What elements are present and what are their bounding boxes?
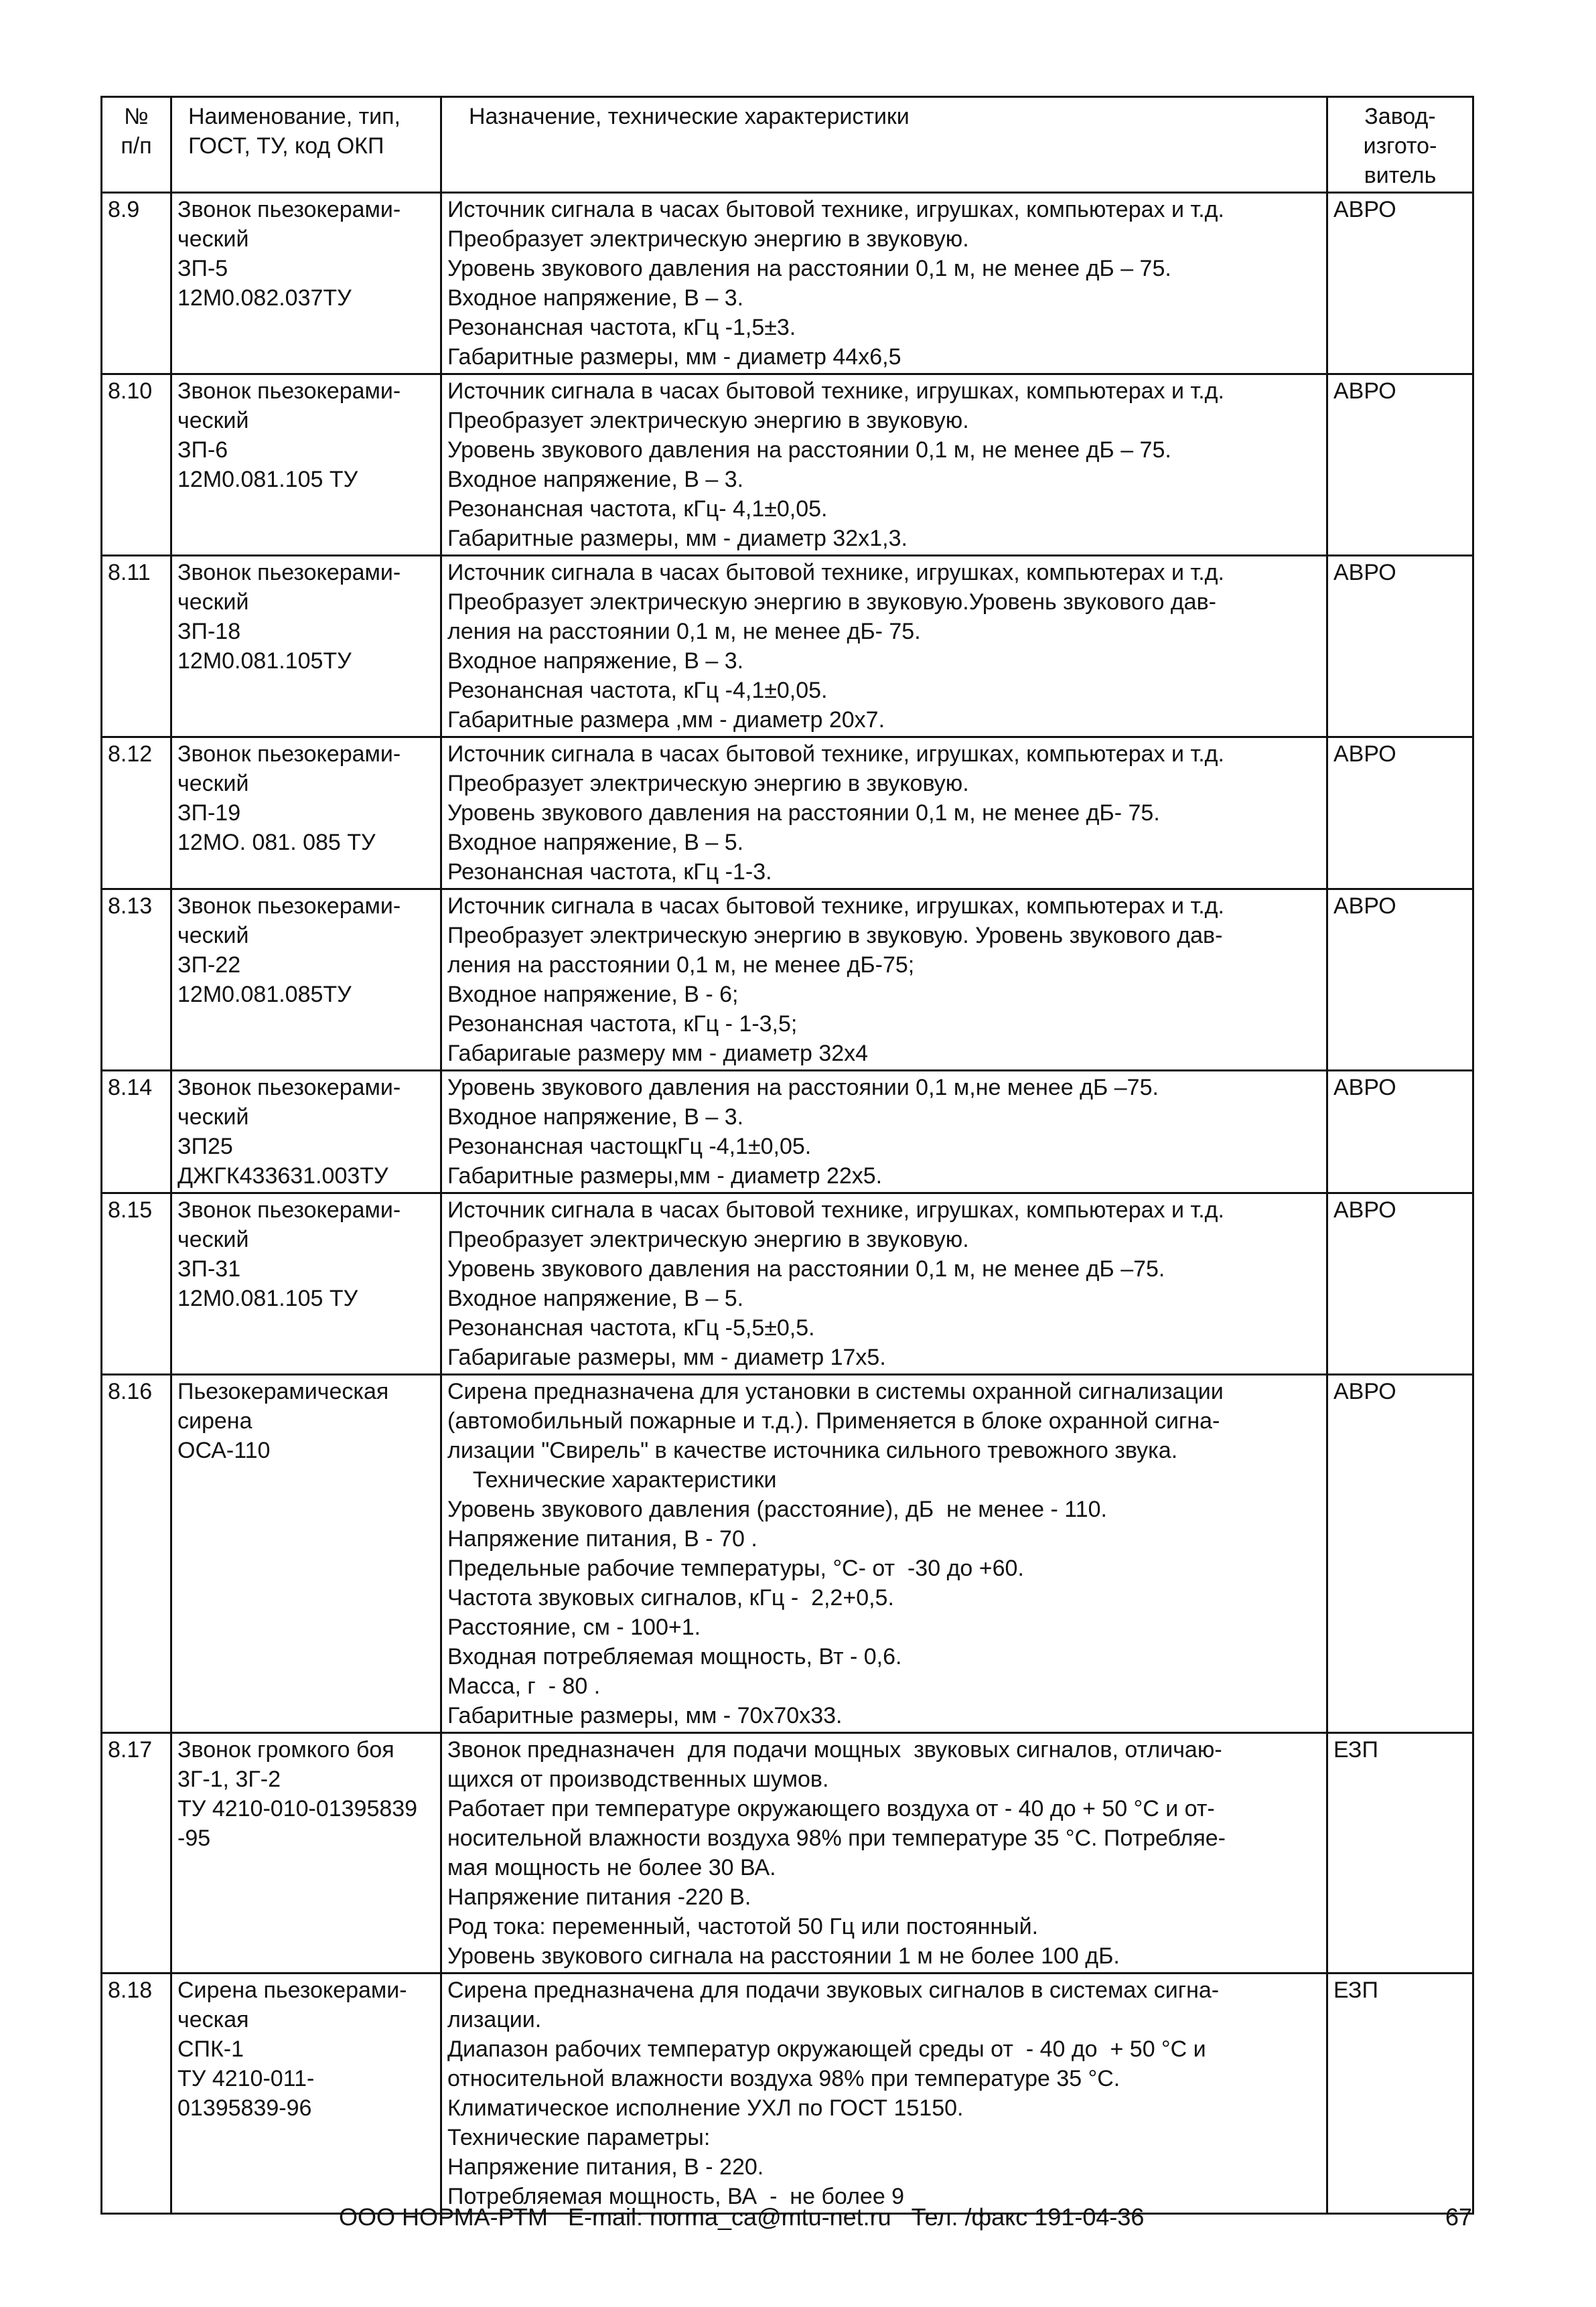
text-line: ГОСТ, ТУ, код ОКП [188,133,384,159]
manufacturer: АВРО [1327,1193,1473,1375]
product-name [171,193,441,374]
table-row [102,374,1473,556]
text-line: Пьезокерамическая [177,1379,389,1404]
row-number: 8.17 [102,1733,171,1974]
text-line: сирена [177,1408,252,1434]
text-line: 01395839-96 [177,2095,312,2121]
text-line: Резонансная частота, кГц - 1-3,5; [447,1011,798,1037]
text-line: Входное напряжение, В – 3. [447,285,744,311]
product-name [171,1375,441,1733]
text-line: Звонок пьезокерами- [177,1075,401,1100]
text-line: Преобразует электрическую энергию в звуковую.Уровень звукового дав- [447,589,1216,615]
table-row [102,1733,1473,1974]
text-line: Входное напряжение, В – 5. [447,1286,744,1311]
text-line: Источник сигнала в часах бытовой технике, игрушках, компьютерах и т.д. [447,378,1224,404]
product-description [441,193,1327,374]
row-number: 8.10 [102,374,171,556]
product-name [171,737,441,889]
footer-contact: ООО НОРМА-РТМ E-mail: norma_ca@mtu-net.ru Тел. /факс 191-04-36 [339,2203,1145,2231]
manufacturer: АВРО [1327,1071,1473,1193]
text-line: Габаритные размеры, мм - диаметр 44х6,5 [447,344,901,370]
text-line: мая мощность не более 30 ВА. [447,1855,776,1880]
product-name [171,889,441,1071]
text-line: 12М0.081.105 ТУ [177,467,358,492]
text-line: Род тока: переменный, частотой 50 Гц или постоянный. [447,1914,1039,1939]
manufacturer: ЕЗП [1327,1733,1473,1974]
text-line: Сирена предназначена для подачи звуковых сигналов в системах сигна- [447,1978,1220,2003]
product-description [441,1071,1327,1193]
text-line: Звонок предназначен для подачи мощных звуковых сигналов, отличаю- [447,1737,1222,1763]
text-line: изгото- [1363,133,1437,159]
text-line: Работает при температуре окружающего воздуха от - 40 до + 50 °С и от- [447,1796,1215,1821]
text-line: Звонок пьезокерами- [177,893,401,919]
product-description [441,1193,1327,1375]
text-line: Преобразует электрическую энергию в звуковую. [447,771,969,796]
table-row [102,556,1473,737]
table-row [102,1071,1473,1193]
text-line: Звонок пьезокерами- [177,378,401,404]
text-line: ческий [177,589,249,615]
manufacturer: АВРО [1327,889,1473,1071]
text-line: ческий [177,923,249,948]
text-line: носительной влажности воздуха 98% при температуре 35 °С. Потребляе- [447,1826,1226,1851]
text-line: Входное напряжение, В – 3. [447,648,744,674]
product-name [171,556,441,737]
text-line: Преобразует электрическую энергию в звуковую. [447,1227,969,1252]
text-line: Источник сигнала в часах бытовой технике, игрушках, компьютерах и т.д. [447,197,1224,222]
header-name [171,97,441,193]
text-line: ления на расстоянии 0,1 м, не менее дБ-75; [447,952,915,978]
product-description [441,556,1327,737]
text-line: Источник сигнала в часах бытовой технике, игрушках, компьютерах и т.д. [447,741,1224,767]
text-line: щихся от производственных шумов. [447,1767,829,1792]
row-number: 8.9 [102,193,171,374]
table-row [102,1974,1473,2214]
text-line: Уровень звукового давления (расстояние), дБ не менее - 110. [447,1497,1107,1522]
manufacturer: АВРО [1327,374,1473,556]
text-line: ЗП25 [177,1134,233,1159]
table-row [102,737,1473,889]
row-number: 8.13 [102,889,171,1071]
text-line: Уровень звукового давления на расстоянии 0,1 м,не менее дБ –75. [447,1075,1159,1100]
text-line: Назначение, технические характеристики [469,104,910,129]
row-number: 8.11 [102,556,171,737]
text-line: Преобразует электрическую энергию в звуковую. [447,226,969,252]
row-number: 8.15 [102,1193,171,1375]
manufacturer: АВРО [1327,193,1473,374]
product-name [171,1974,441,2214]
product-description [441,1974,1327,2214]
product-name [171,1071,441,1193]
product-description [441,374,1327,556]
product-name [171,1193,441,1375]
header-manufacturer [1327,97,1473,193]
text-line: ческая [177,2007,249,2032]
text-line: Входное напряжение, В - 6; [447,982,739,1007]
text-line: Входное напряжение, В – 5. [447,830,744,855]
text-line: ДЖГК433631.003ТУ [177,1163,388,1189]
product-description [441,1733,1327,1974]
table-row [102,193,1473,374]
manufacturer: ЕЗП [1327,1974,1473,2214]
text-line: -95 [177,1826,211,1851]
product-name [171,374,441,556]
table-header-row [102,97,1473,193]
product-description [441,1375,1327,1733]
text-line: 12М0.081.105 ТУ [177,1286,358,1311]
text-line: ЗП-19 [177,800,241,826]
row-number: 8.12 [102,737,171,889]
text-line: Габаритные размеры, мм - 70х70х33. [447,1703,843,1728]
table-row [102,889,1473,1071]
product-name [171,1733,441,1974]
text-line: Преобразует электрическую энергию в звуковую. [447,408,969,433]
products-table [100,96,1474,2215]
text-line: Резонансная частота, кГц- 4,1±0,05. [447,496,828,522]
row-number: 8.16 [102,1375,171,1733]
text-line: Звонок пьезокерами- [177,741,401,767]
text-line: витель [1364,163,1437,188]
text-line: Сирена предназначена для установки в системы охранной сигнализации [447,1379,1224,1404]
text-line: Напряжение питания -220 В. [447,1884,751,1910]
text-line: относительной влажности воздуха 98% при температуре 35 °С. [447,2066,1120,2091]
text-line: 12М0.081.085ТУ [177,982,352,1007]
text-line: Предельные рабочие температуры, °С- от -30 до +60. [447,1556,1024,1581]
table-row [102,1375,1473,1733]
text-line: Сирена пьезокерами- [177,1978,407,2003]
header-number [102,97,171,193]
text-line: Уровень звукового давления на расстоянии 0,1 м, не менее дБ –75. [447,1256,1165,1282]
text-line: 12М0.082.037ТУ [177,285,352,311]
text-line: Габаритные размеры, мм - диаметр 32х1,3. [447,526,908,551]
text-line: Габаригаые размеру мм - диаметр 32х4 [447,1041,869,1066]
text-line: Завод- [1364,104,1436,129]
text-line: Уровень звукового давления на расстоянии 0,1 м, не менее дБ- 75. [447,800,1160,826]
text-line: Звонок пьезокерами- [177,1197,401,1223]
text-line: ческий [177,1227,249,1252]
table-body [102,193,1473,2214]
text-line: Входное напряжение, В – 3. [447,1104,744,1130]
text-line: ческий [177,408,249,433]
text-line: ТУ 4210-010-01395839 [177,1796,418,1821]
manufacturer: АВРО [1327,556,1473,737]
text-line: Резонансная частота, кГц -1,5±3. [447,315,796,340]
table-row [102,1193,1473,1375]
text-line: СПК-1 [177,2036,244,2062]
text-line: ЗП-6 [177,437,228,463]
text-line: Источник сигнала в часах бытовой технике, игрушках, компьютерах и т.д. [447,560,1224,585]
text-line: Технические характеристики [447,1467,777,1493]
text-line: ческий [177,1104,249,1130]
text-line: Масса, г - 80 . [447,1673,601,1699]
text-line: Габаритные размера ,мм - диаметр 20х7. [447,707,885,733]
product-description [441,737,1327,889]
text-line: Уровень звукового сигнала на расстоянии 1 м не более 100 дБ. [447,1943,1120,1969]
text-line: ЗП-18 [177,619,241,644]
text-line: ЗП-22 [177,952,241,978]
text-line: Потребляемая мощность, ВА - не более 9 [447,2184,905,2209]
text-line: 3Г-1, 3Г-2 [177,1767,281,1792]
text-line: Диапазон рабочих температур окружающей среды от - 40 до + 50 °С и [447,2036,1206,2062]
text-line: Технические параметры: [447,2125,711,2150]
text-line: Габаритные размеры,мм - диаметр 22х5. [447,1163,883,1189]
manufacturer: АВРО [1327,737,1473,889]
text-line: Входная потребляемая мощность, Вт - 0,6. [447,1644,902,1669]
text-line: № [124,104,149,129]
text-line: Звонок пьезокерами- [177,560,401,585]
text-line: Преобразует электрическую энергию в звуковую. Уровень звукового дав- [447,923,1223,948]
text-line: Входное напряжение, В – 3. [447,467,744,492]
text-line: (автомобильный пожарные и т.д.). Применяется в блоке охранной сигна- [447,1408,1220,1434]
text-line: ЗП-31 [177,1256,241,1282]
text-line: Звонок громкого боя [177,1737,394,1763]
text-line: лизации. [447,2007,542,2032]
text-line: ческий [177,226,249,252]
text-line: Уровень звукового давления на расстоянии 0,1 м, не менее дБ – 75. [447,437,1171,463]
text-line: Уровень звукового давления на расстоянии 0,1 м, не менее дБ – 75. [447,256,1171,281]
text-line: Габаригаые размеры, мм - диаметр 17х5. [447,1345,886,1370]
text-line: 12М0.081.105ТУ [177,648,352,674]
page-footer [100,2203,1472,2237]
text-line: Расстояние, см - 100+1. [447,1615,701,1640]
text-line: лизации "Свирель" в качестве источника сильного тревожного звука. [447,1438,1178,1463]
text-line: Напряжение питания, В - 220. [447,2154,764,2180]
text-line: Резонансная частота, кГц -4,1±0,05. [447,678,828,703]
text-line: Резонансная частота, кГц -1-3. [447,859,772,885]
row-number: 8.18 [102,1974,171,2214]
text-line: Напряжение питания, В - 70 . [447,1526,757,1552]
text-line: п/п [121,133,152,159]
row-number: 8.14 [102,1071,171,1193]
header-description [441,97,1327,193]
text-line: Наименование, тип, [188,104,401,129]
product-description [441,889,1327,1071]
text-line: ления на расстоянии 0,1 м, не менее дБ- 75. [447,619,921,644]
text-line: Частота звуковых сигналов, кГц - 2,2+0,5. [447,1585,894,1611]
text-line: Источник сигнала в часах бытовой технике, игрушках, компьютерах и т.д. [447,893,1224,919]
text-line: Климатическое исполнение УХЛ по ГОСТ 15150. [447,2095,964,2121]
manufacturer: АВРО [1327,1375,1473,1733]
text-line: ТУ 4210-011- [177,2066,315,2091]
text-line: 12МО. 081. 085 ТУ [177,830,376,855]
text-line: ЗП-5 [177,256,228,281]
text-line: Резонансная частощкГц -4,1±0,05. [447,1134,812,1159]
page-number: 67 [1445,2203,1472,2231]
text-line: ческий [177,771,249,796]
text-line: Звонок пьезокерами- [177,197,401,222]
text-line: Резонансная частота, кГц -5,5±0,5. [447,1315,815,1341]
text-line: Источник сигнала в часах бытовой технике, игрушках, компьютерах и т.д. [447,1197,1224,1223]
text-line: ОСА-110 [177,1438,271,1463]
